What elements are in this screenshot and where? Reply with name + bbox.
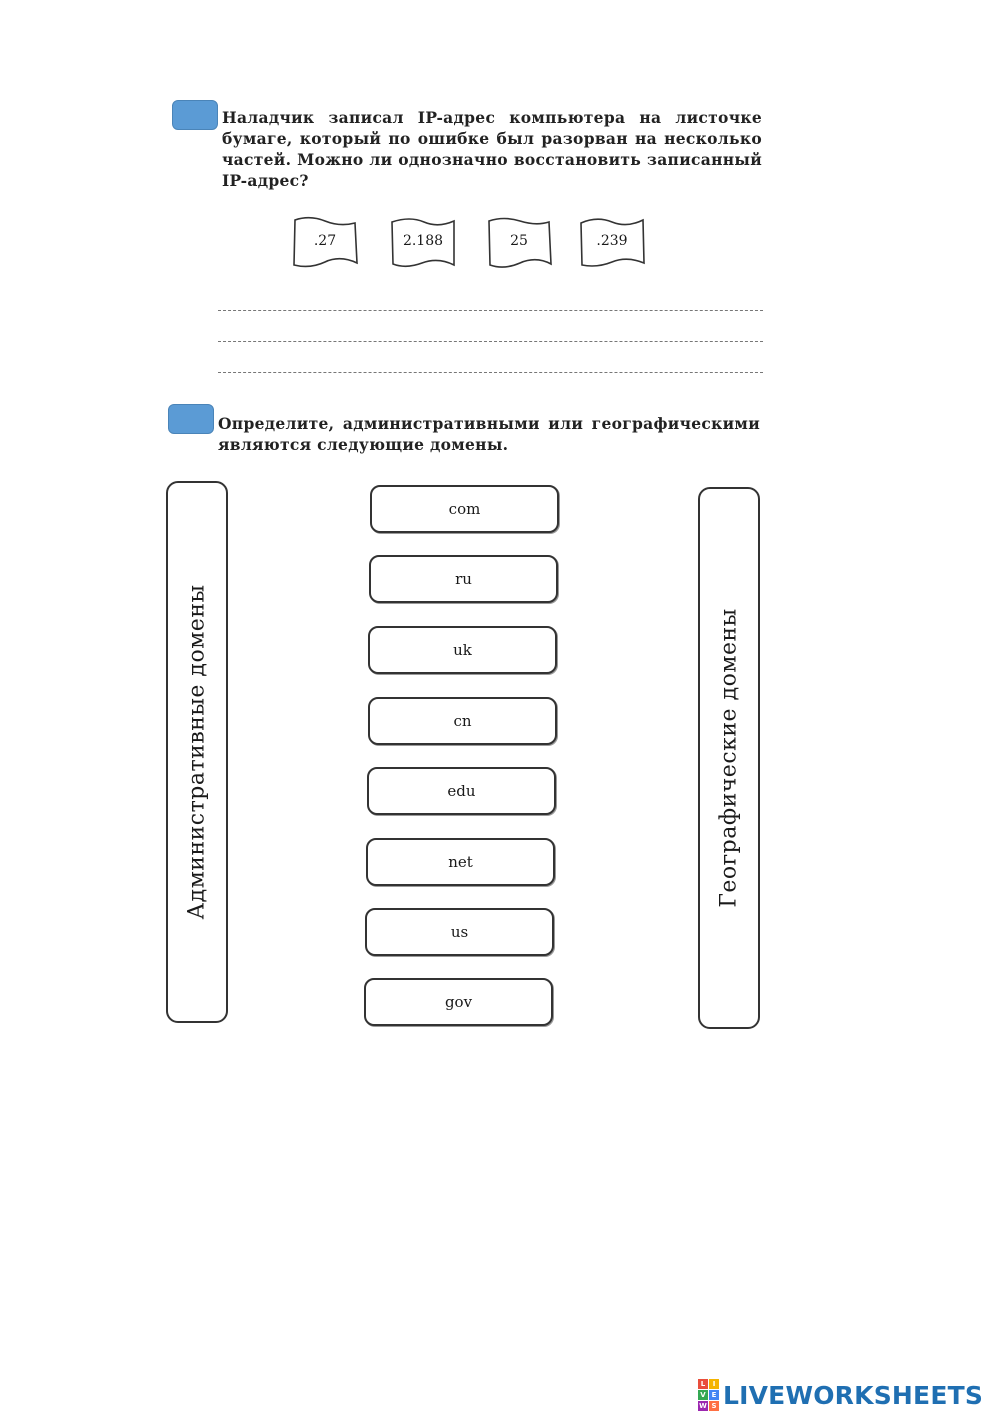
answer-line[interactable] [218, 372, 763, 373]
domain-card-ru[interactable]: ru [369, 555, 558, 603]
administrative-domains-dropzone[interactable] [166, 481, 228, 1023]
brand-badge-letter: W [699, 1402, 707, 1410]
domain-card-net[interactable]: net [366, 838, 555, 886]
domain-card-cn[interactable]: cn [368, 697, 557, 745]
task-1-marker [172, 100, 218, 130]
geographic-domains-dropzone[interactable] [698, 487, 760, 1029]
domain-card-us[interactable]: us [365, 908, 554, 956]
brand-badge-icon [698, 1379, 719, 1411]
task-1-text: Наладчик записал IP-адрес компьютера на листочке бумаге, который по ошибке был разорван на несколько частей. Можно ли однозначно восстановить записанный IP-адрес? [222, 108, 762, 190]
brand-name: LIVEWORKSHEETS [723, 1380, 984, 1410]
domain-card-edu[interactable]: edu [367, 767, 556, 815]
domain-card-gov[interactable]: gov [364, 978, 553, 1026]
ip-fragments [290, 215, 650, 275]
domain-card-uk[interactable]: uk [368, 626, 557, 674]
answer-line[interactable] [218, 310, 763, 311]
ip-fragment [577, 215, 647, 270]
ip-fragment [484, 215, 554, 270]
administrative-domains-label: Административные домены [184, 584, 210, 920]
geographic-domains-label: Географические домены [716, 608, 742, 908]
task-2-marker [168, 404, 214, 434]
ip-fragment-text: 25 [510, 233, 528, 249]
ip-fragment-text: 2.188 [402, 233, 444, 249]
brand-badge-letter: S [709, 1401, 719, 1411]
brand-badge-letter: V [698, 1390, 708, 1400]
brand-badge-letter: L [698, 1379, 708, 1389]
ip-fragment-text: .239 [596, 233, 628, 249]
ip-fragment-text: .27 [313, 233, 337, 249]
brand-badge-letter: I [709, 1379, 719, 1389]
ip-fragment [388, 215, 458, 270]
brand-badge-letter: E [709, 1390, 719, 1400]
domain-card-com[interactable]: com [370, 485, 559, 533]
task-2-text: Определите, административными или географическими являются следующие домены. [218, 414, 760, 454]
liveworksheets-logo [698, 1378, 983, 1412]
ip-fragment [290, 215, 360, 270]
answer-line[interactable] [218, 341, 763, 342]
